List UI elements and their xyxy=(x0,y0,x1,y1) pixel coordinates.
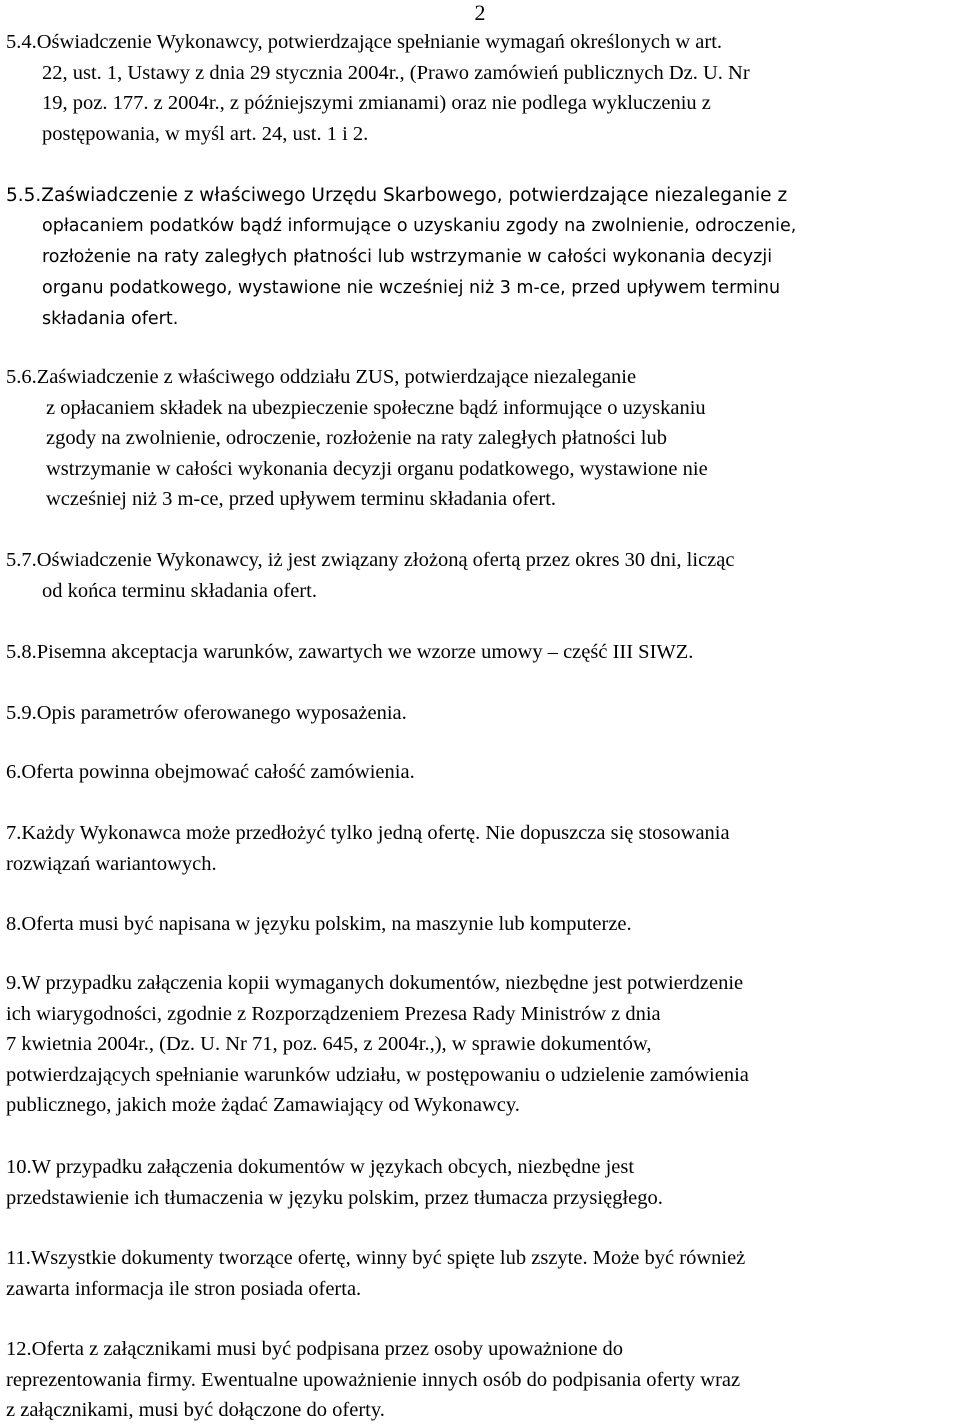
text-line: rozwiązań wariantowych. xyxy=(6,852,217,875)
text-line: 19, poz. 177. z 2004r., z późniejszymi zmianami) oraz nie podlega wykluczeniu z xyxy=(42,92,711,114)
section-5-7 xyxy=(6,545,956,606)
text-line: składania ofert. xyxy=(42,309,179,329)
section-5-5 xyxy=(6,180,956,335)
text-line: opłacaniem podatków bądź informujące o uzyskaniu zgody na zwolnienie, odroczenie, xyxy=(42,216,797,236)
text-line: 7 kwietnia 2004r., (Dz. U. Nr 71, poz. 645, z 2004r.,), w sprawie dokumentów, xyxy=(6,1033,652,1055)
text-line: 12.Oferta z załącznikami musi być podpisana przez osoby upoważnione do xyxy=(6,1338,624,1360)
text-line: organu podatkowego, wystawione nie wcześniej niż 3 m-ce, przed upływem terminu xyxy=(42,278,781,298)
text-line: 7.Każdy Wykonawca może przedłożyć tylko jedną ofertę. Nie dopuszcza się stosowania xyxy=(6,822,730,844)
text-line: publicznego, jakich może żądać Zamawiający od Wykonawcy. xyxy=(6,1094,520,1116)
section-11 xyxy=(6,1243,956,1304)
text-line: wcześniej niż 3 m-ce, przed upływem terminu składania ofert. xyxy=(46,488,557,510)
section-9 xyxy=(6,968,956,1121)
text-line: 5.6.Zaświadczenie z właściwego oddziału ZUS, potwierdzające niezaleganie xyxy=(6,366,637,388)
text-line: reprezentowania firmy. Ewentualne upoważnienie innych osób do podpisania oferty wraz xyxy=(6,1368,741,1391)
text-line: 5.4.Oświadczenie Wykonawcy, potwierdzające spełnianie wymagań określonych w art. xyxy=(6,31,723,53)
section-12 xyxy=(6,1334,956,1426)
section-7 xyxy=(6,818,956,879)
text-line: 9.W przypadku załączenia kopii wymaganych dokumentów, niezbędne jest potwierdzenie xyxy=(6,972,744,994)
section-8 xyxy=(6,909,956,940)
text-line: wstrzymanie w całości wykonania decyzji organu podatkowego, wystawione nie xyxy=(46,457,708,480)
text-line: 22, ust. 1, Ustawy z dnia 29 stycznia 2004r., (Prawo zamówień publicznych Dz. U. Nr xyxy=(42,61,750,84)
text-line: 11.Wszystkie dokumenty tworzące ofertę, winny być spięte lub zszyte. Może być również xyxy=(6,1247,746,1269)
text-line: 5.7.Oświadczenie Wykonawcy, iż jest związany złożoną ofertą przez okres 30 dni, licząc xyxy=(6,549,735,571)
text-line: 5.9.Opis parametrów oferowanego wyposażenia. xyxy=(6,702,407,724)
section-5-8 xyxy=(6,637,956,668)
section-10 xyxy=(6,1152,956,1213)
text-line: 5.8.Pisemna akceptacja warunków, zawartych we wzorze umowy – część III SIWZ. xyxy=(6,641,694,663)
section-5-4 xyxy=(6,27,956,149)
section-6 xyxy=(6,757,956,788)
text-line: z opłacaniem składek na ubezpieczenie społeczne bądź informujące o uzyskaniu xyxy=(46,396,706,419)
text-line: 10.W przypadku załączenia dokumentów w językach obcych, niezbędne jest xyxy=(6,1156,635,1178)
text-line: rozłożenie na raty zaległych płatności lub wstrzymanie w całości wykonania decyzji xyxy=(42,247,773,267)
text-line: z załącznikami, musi być dołączone do oferty. xyxy=(6,1399,385,1421)
section-5-9 xyxy=(6,698,956,729)
text-line: od końca terminu składania ofert. xyxy=(42,579,317,602)
text-line: ich wiarygodności, zgodnie z Rozporządzeniem Prezesa Rady Ministrów z dnia xyxy=(6,1002,661,1025)
text-line: 8.Oferta musi być napisana w języku polskim, na maszynie lub komputerze. xyxy=(6,913,632,935)
page-number: 2 xyxy=(474,0,486,25)
text-line: potwierdzających spełnianie warunków udziału, w postępowaniu o udzielenie zamówienia xyxy=(6,1063,749,1086)
text-line: zgody na zwolnienie, odroczenie, rozłożenie na raty zaległych płatności lub xyxy=(46,427,668,449)
text-line: przedstawienie ich tłumaczenia w języku polskim, przez tłumacza przysięgłego. xyxy=(6,1186,663,1209)
text-line: zawarta informacja ile stron posiada oferta. xyxy=(6,1277,362,1300)
text-line: 5.5.Zaświadczenie z właściwego Urzędu Skarbowego, potwierdzające niezaleganie z xyxy=(6,185,788,206)
section-5-6 xyxy=(6,362,956,515)
text-line: postępowania, w myśl art. 24, ust. 1 i 2. xyxy=(42,122,369,145)
text-line: 6.Oferta powinna obejmować całość zamówienia. xyxy=(6,761,415,783)
